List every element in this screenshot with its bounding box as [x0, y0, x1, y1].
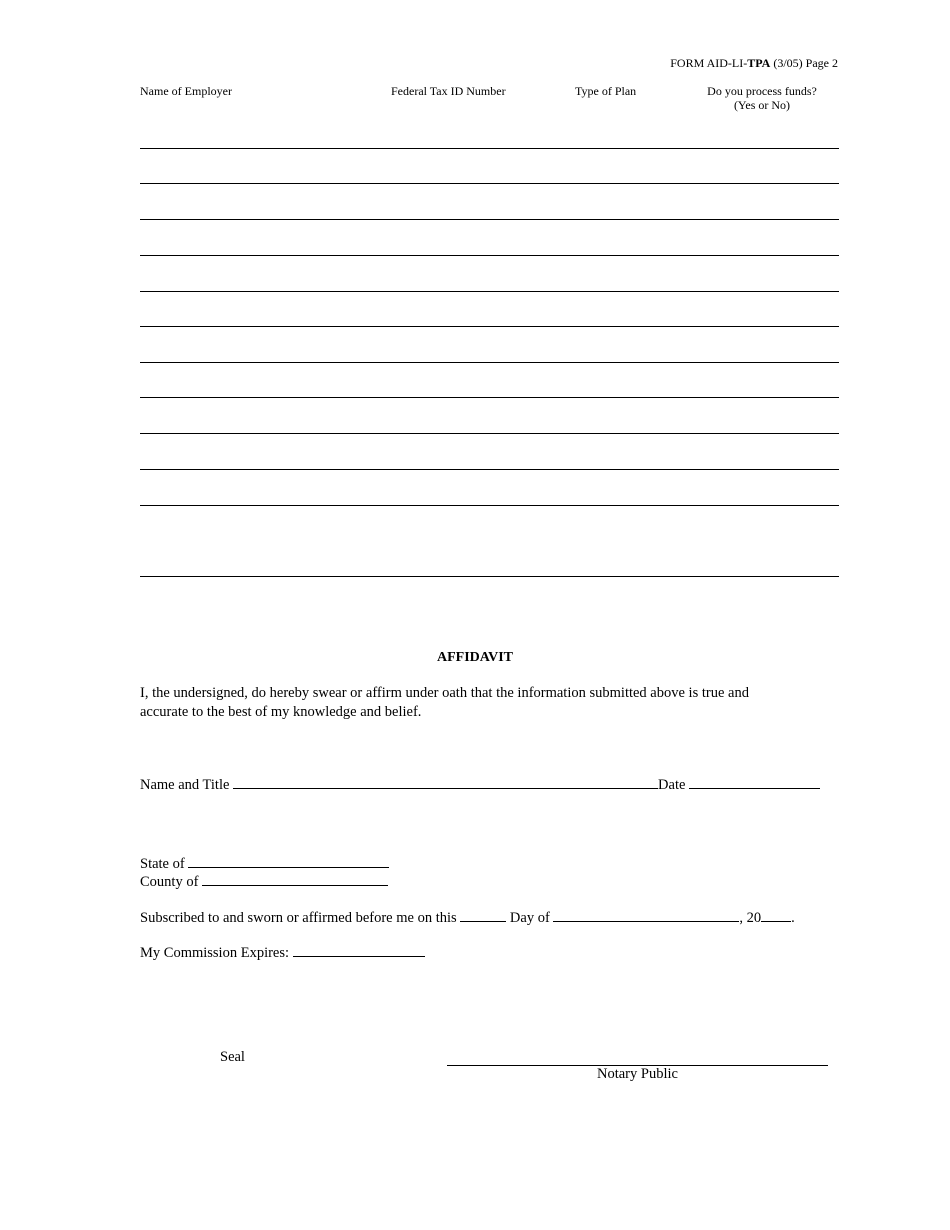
state-row	[140, 853, 389, 873]
subscribed-text-2: Day of	[509, 910, 550, 926]
date-field[interactable]	[689, 774, 820, 789]
month-field[interactable]	[553, 907, 739, 922]
employer-entry-line[interactable]	[140, 505, 839, 506]
affidavit-statement	[140, 684, 840, 722]
county-row	[140, 871, 388, 891]
commission-expires-field[interactable]	[293, 942, 425, 957]
column-header-plan-type: Type of Plan	[575, 84, 637, 98]
seal-label: Seal	[220, 1049, 245, 1065]
process-funds-hint: (Yes or No)	[733, 98, 791, 112]
commission-label: My Commission Expires:	[140, 945, 290, 961]
notary-public-label: Notary Public	[597, 1066, 678, 1082]
form-id-suffix: (3/05) Page 2	[770, 56, 838, 70]
year-field[interactable]	[761, 907, 791, 922]
employer-entry-line[interactable]	[140, 362, 839, 363]
employer-entry-line[interactable]	[140, 433, 839, 434]
column-header-employer: Name of Employer	[140, 84, 232, 98]
affidavit-statement-line-2: accurate to the best of my knowledge and belief.	[140, 704, 422, 720]
affidavit-title: AFFIDAVIT	[437, 650, 513, 665]
county-field[interactable]	[202, 871, 388, 886]
state-field[interactable]	[188, 853, 389, 868]
employer-entry-line[interactable]	[140, 183, 839, 184]
affidavit-statement-line-1: I, the undersigned, do hereby swear or affirm under oath that the information submitted above is true and	[140, 685, 749, 701]
state-label: State of	[140, 856, 185, 872]
employer-entry-line[interactable]	[140, 397, 839, 398]
commission-row	[140, 942, 425, 962]
county-label: County of	[140, 874, 199, 890]
process-funds-question: Do you process funds?	[707, 84, 817, 98]
employer-entry-line[interactable]	[140, 326, 839, 327]
subscribed-text-3: , 20	[739, 910, 762, 926]
name-title-field[interactable]	[233, 774, 658, 789]
employer-entry-line[interactable]	[140, 219, 839, 220]
subscribed-text-1: Subscribed to and sworn or affirmed before me on this	[140, 910, 457, 926]
column-header-tax-id: Federal Tax ID Number	[391, 84, 506, 98]
form-identifier	[670, 56, 838, 71]
employer-entry-line[interactable]	[140, 291, 839, 292]
date-label: Date	[658, 777, 686, 793]
form-id-prefix: FORM AID-LI-	[670, 56, 748, 70]
column-header-process-funds	[700, 84, 824, 112]
form-id-bold: TPA	[747, 56, 771, 70]
employer-entry-line[interactable]	[140, 255, 839, 256]
subscribed-end: .	[791, 910, 795, 926]
name-title-row	[140, 774, 820, 794]
employer-entry-line[interactable]	[140, 148, 839, 149]
subscribed-row	[140, 907, 795, 927]
employer-entry-line[interactable]	[140, 469, 839, 470]
day-number-field[interactable]	[460, 907, 506, 922]
name-title-label: Name and Title	[140, 777, 230, 793]
employer-entry-line[interactable]	[140, 576, 839, 577]
